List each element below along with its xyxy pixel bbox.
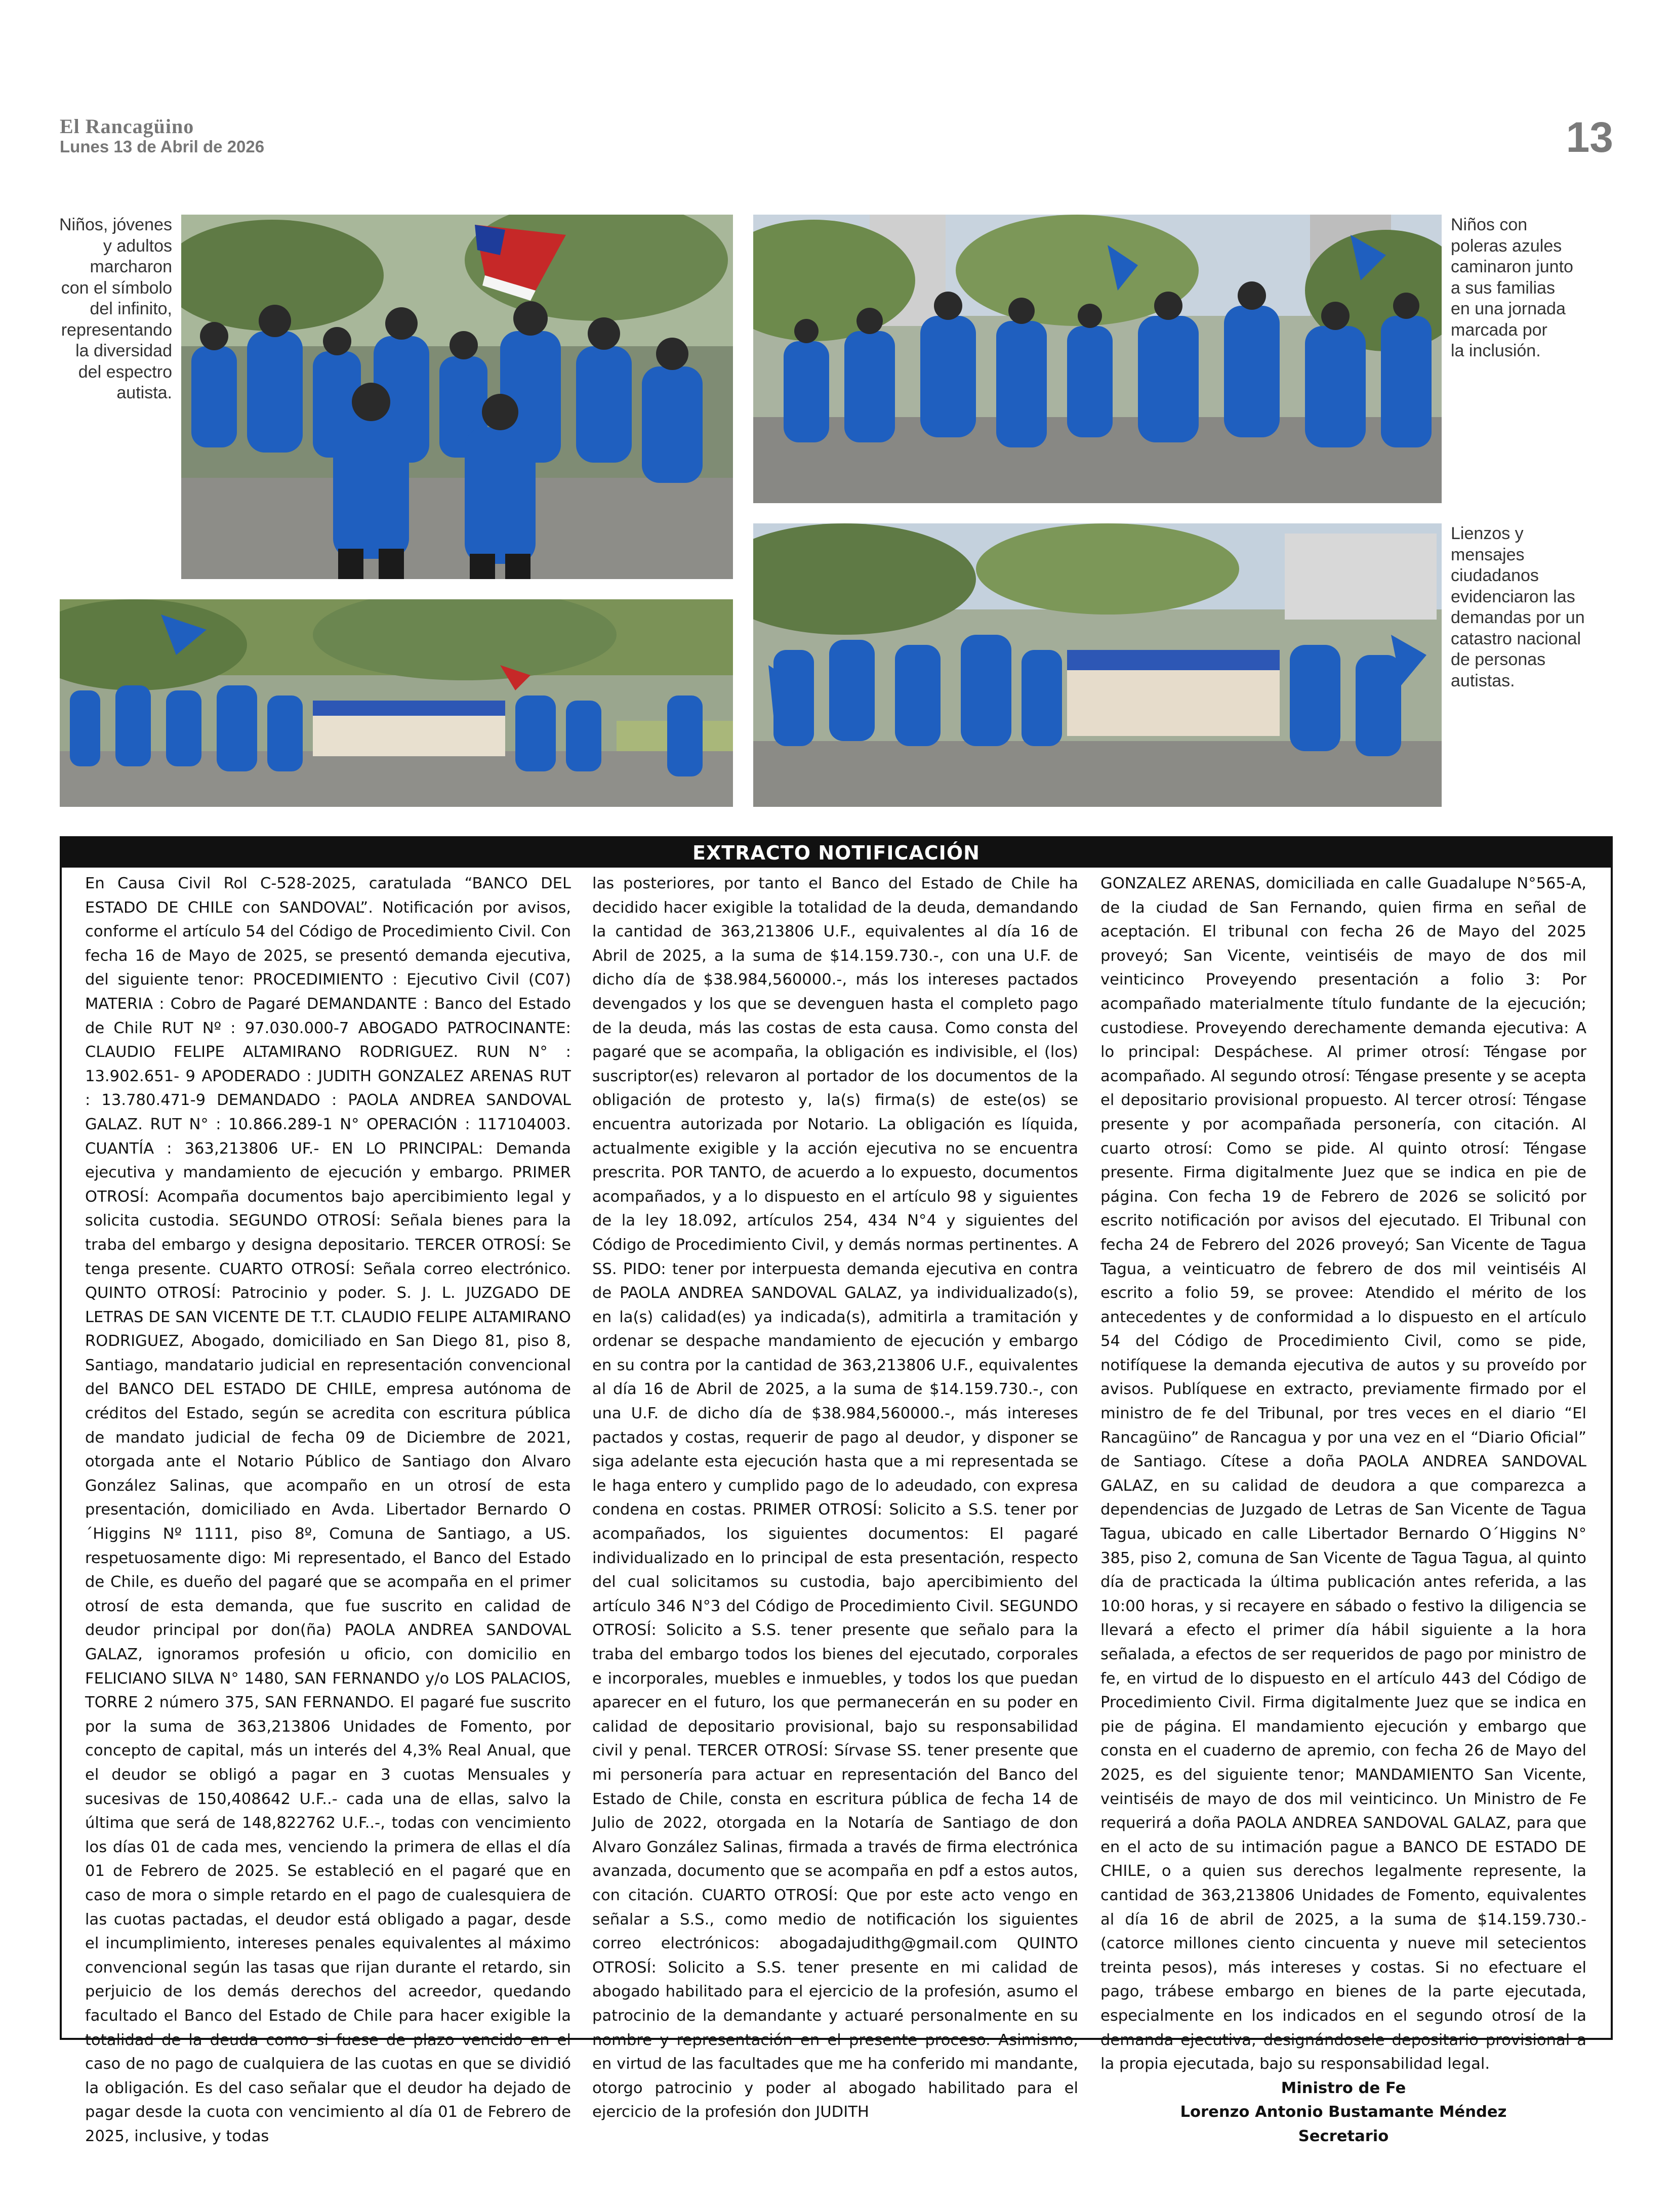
- caption-line: evidenciaron las: [1451, 587, 1575, 606]
- caption-line: demandas por un: [1451, 608, 1585, 627]
- caption-line: Niños, jóvenes: [59, 215, 172, 234]
- caption-line: autista.: [116, 383, 172, 402]
- caption-line: y adultos: [103, 236, 172, 256]
- photo-march-flag: [181, 215, 733, 579]
- legal-notice-box: [60, 836, 1613, 2145]
- caption-line: poleras azules: [1451, 236, 1562, 256]
- photo-march-flag-image: [181, 215, 733, 579]
- photo-banners: [753, 523, 1442, 807]
- caption-line: caminaron junto: [1451, 257, 1573, 276]
- legal-notice-column-2: las posteriores, por tanto el Banco del Estado de Chile ha decidido hacer exigible la totalidad de la deuda, demandando la cantidad de 363,213806 U.F., equivalentes al día 16 de Abril de 2025, a la suma de $14.159.730.-, con una U.F. de dicho día de $38.984,560000.-, más los intereses pactados devengados y los que se devenguen hasta el completo pago de la deuda, más las costas de esta causa. Como consta del pagaré que se acompaña, la obligación es indivisible, el (los) suscriptor(es) relevaron al portador de los documentos de la obligación de protesto y, la(s) firma(s) de este(os) se encuentra autorizada por Notario. La obligación es líquida, actualmente exigible y la acción ejecutiva no se encuentra prescrita. POR TANTO, de acuerdo a lo expuesto, documentos acompañados, y a lo dispuesto en el artículo 98 y siguientes de la ley 18.092, artículos 254, 434 N°4 y siguientes del Código de Procedimiento Civil, y demás normas pertinentes. A SS. PIDO: tener por interpuesta demanda ejecutiva en contra de PAOLA ANDREA SANDOVAL GALAZ, ya individualizado(s), en la(s) calidad(es) ya indicada(s), admitirla a tramitación y ordenar se despache mandamiento de ejecución y embargo en su contra por la cantidad de 363,213806 U.F., equivalentes al día 16 de Abril de 2025, a la suma de $14.159.730.-, con una U.F. de dicho día de $38.984,560000.-, más intereses pactados y costas, requerir de pago al deudor, y disponer se siga adelante esta ejecución hasta que a mi representada se le haga entero y cumplido pago de lo adeudado, con expresa condena en costas. PRIMER OTROSÍ: Solicito a S.S. tener por acompañados, los siguientes documentos: El pagaré individualizado en lo principal de esta presentación, respecto del cual solicitamos su custodia, bajo apercibimiento del artículo 346 N°3 del Código de Procedimiento Civil. SEGUNDO OTROSÍ: Solicito a S.S. tener presente que señalo para la traba del embargo todos los bienes del ejecutado, corporales e incorporales, muebles e inmuebles, y todos los que puedan aparecer en el futuro, los que permanecerán en su poder en calidad de depositario provisional, bajo su responsabilidad civil y penal. TERCER OTROSÍ: Sírvase SS. tener presente que mi personería para actuar en representación del Banco del Estado de Chile, consta en escritura pública de fecha 14 de Julio de 2022, otorgada en la Notaría de Santiago de don Alvaro González Salinas, firmada a través de firma electrónica avanzada, documento que se acompaña en pdf a estos autos, con citación. CUARTO OTROSÍ: Que por este acto vengo en señalar a S.S., como medio de notificación los siguientes correo electrónicos: abogadajudithg@gmail.com QUINTO OTROSÍ: Solicito a S.S. tener presente en mi calidad de abogado habilitado para el ejercicio de la profesión, asumo el patrocinio de la demandante y actuaré personalmente en su nombre y representación en el presente proceso. Asimismo, en virtud de las facultades que me ha conferido mi mandante, otorgo patrocinio y poder al abogado habilitado para el ejercicio de la profesión don JUDITH: [592, 875, 1078, 2121]
- caption-infinity-symbol: [39, 215, 172, 404]
- legal-notice-column-3-text: GONZALEZ ARENAS, domiciliada en calle Guadalupe N°565-A, de la ciudad de San Fernando, quien firma en señal de aceptación. El tribunal con fecha 26 de Mayo del 2025 proveyó; San Vicente, veintiséis de mayo de dos mil veinticinco Proveyendo presentación a folio 3: Por acompañado materialmente título fundante de la ejecución; custodiese. Proveyendo derechamente demanda ejecutiva: A lo principal: Despáchese. Al primer otrosí: Téngase por acompañado. Al segundo otrosí: Téngase presente y se acepta el depositario provisional propuesto. Al tercer otrosí: Téngase presente y por acompañada personería, con citación. Al cuarto otrosí: Como se pide. Al quinto otrosí: Téngase presente. Firma digitalmente Juez que se indica en pie de página. Con fecha 19 de Febrero de 2026 se solicitó por escrito notificación por avisos del ejecutado. El Tribunal con fecha 24 de Febrero del 2026 proveyó; San Vicente de Tagua Tagua, a veinticuatro de febrero de dos mil veintiséis Al escrito a folio 59, se provee: Atendido el mérito de los antecedentes y de conformidad a lo dispuesto en el artículo 54 del Código de Procedimiento Civil, como se pide, notifíquese la demanda ejecutiva de autos y su proveído por avisos. Publíquese en extracto, previamente firmado por el ministro de fe del Tribunal, por tres veces en el diario “El Rancagüino” de Rancagua y por una vez en el “Diario Oficial” de Santiago. Cítese a doña PAOLA ANDREA SANDOVAL GALAZ, en su calidad de deudora a que comparezca a dependencias de Juzgado de Letras de San Vicente de Tagua Tagua, ubicado en calle Libertador Bernardo O´Higgins N° 385, piso 2, comuna de San Vicente de Tagua Tagua, al quinto día de practicada la última publicación antes referida, a las 10:00 horas, y si recayere en sábado o festivo la diligencia se llevará a efecto el primer día hábil siguiente a la hora señalada, a efectos de ser requeridos de pago por ministro de fe, en virtud de lo dispuesto en el artículo 443 del Código de Procedimiento Civil. Firma digitalmente Juez que se indica en pie de página. El mandamiento ejecución y embargo que consta en el cuaderno de apremio, con fecha 26 de Mayo del 2025, es del siguiente tenor; MANDAMIENTO San Vicente, veintiséis de mayo de dos mil veinticinco. Un Ministro de Fe requerirá a doña PAOLA ANDREA SANDOVAL GALAZ, para que en el acto de su intimación pague a BANCO DE ESTADO DE CHILE, o a quien sus derechos legalmente represente, la cantidad de 363,213806 Unidades de Fomento, equivalentes al día 16 de abril de 2025, a la suma de $14.159.730.- (catorce millones ciento cincuenta y nueve mil setecientos treinta pesos), más intereses y costas. Si no efectuare el pago, trábese embargo en bienes de la parte ejecutada, especialmente en los indicados en el segundo otrosí de la demanda ejecutiva, designándosele depositario provisional a la propia ejecutada, bajo su responsabilidad legal.: [1100, 875, 1586, 2073]
- signature-role: Ministro de Fe: [1281, 2079, 1406, 2097]
- caption-line: Niños con: [1451, 215, 1528, 234]
- caption-line: en una jornada: [1451, 299, 1566, 318]
- signature-name: Lorenzo Antonio Bustamante Méndez: [1180, 2103, 1507, 2121]
- caption-line: a sus familias: [1451, 278, 1555, 298]
- legal-notice-title: EXTRACTO NOTIFICACIÓN: [62, 838, 1611, 868]
- caption-line: representando: [61, 320, 172, 340]
- issue-date: Lunes 13 de Abril de 2026: [60, 137, 265, 156]
- caption-line: Lienzos y: [1451, 524, 1524, 543]
- photo-march-column: [60, 599, 733, 807]
- caption-line: la inclusión.: [1451, 341, 1541, 360]
- caption-line: catastro nacional: [1451, 629, 1581, 648]
- caption-blue-shirts: [1451, 215, 1603, 362]
- paper-name: El Rancagüino: [60, 115, 194, 138]
- photo-families-walking: [753, 215, 1442, 503]
- signature-title: Secretario: [1298, 2127, 1389, 2145]
- caption-line: ciudadanos: [1451, 566, 1539, 585]
- caption-line: de personas: [1451, 650, 1546, 669]
- photo-march-column-image: [60, 599, 733, 807]
- caption-line: del espectro: [78, 362, 172, 382]
- caption-line: la diversidad: [75, 341, 172, 360]
- legal-notice-column-3: [1100, 872, 1586, 2148]
- caption-line: marcharon: [90, 257, 172, 276]
- page-number: 13: [1566, 113, 1613, 161]
- caption-line: autistas.: [1451, 671, 1515, 690]
- caption-line: mensajes: [1451, 545, 1525, 564]
- caption-line: con el símbolo: [61, 278, 172, 298]
- caption-line: del infinito,: [90, 299, 172, 318]
- masthead: [60, 115, 264, 156]
- photo-banners-image: [753, 523, 1442, 807]
- caption-line: marcada por: [1451, 320, 1547, 340]
- photo-families-walking-image: [753, 215, 1442, 503]
- legal-notice-column-1: En Causa Civil Rol C-528-2025, caratulada “BANCO DEL ESTADO DE CHILE con SANDOVAL”. Notificación por avisos, conforme el artículo 54 del Código de Procedimiento Civil. Con fecha 16 de Mayo de 2025, se presentó demanda ejecutiva, del siguiente tenor: PROCEDIMIENTO : Ejecutivo Civil (C07) MATERIA : Cobro de Pagaré DEMANDANTE : Banco del Estado de Chile RUT Nº : 97.030.000-7 ABOGADO PATROCINANTE: CLAUDIO FELIPE ALTAMIRANO RODRIGUEZ. RUN N° : 13.902.651- 9 APODERADO : JUDITH GONZALEZ ARENAS RUT : 13.780.471-9 DEMANDADO : PAOLA ANDREA SANDOVAL GALAZ. RUT N° : 10.866.289-1 N° OPERACIÓN : 117104003. CUANTÍA : 363,213806 UF.- EN LO PRINCIPAL: Demanda ejecutiva y mandamiento de ejecución y embargo. PRIMER OTROSÍ: Acompaña documentos bajo apercibimiento legal y solicita custodia. SEGUNDO OTROSÍ: Señala bienes para la traba del embargo y designa depositario. TERCER OTROSÍ: Se tenga presente. CUARTO OTROSÍ: Señala correo electrónico. QUINTO OTROSÍ: Patrocinio y poder. S. J. L. JUZGADO DE LETRAS DE SAN VICENTE DE T.T. CLAUDIO FELIPE ALTAMIRANO RODRIGUEZ, Abogado, domiciliado en San Diego 81, piso 8, Santiago, mandatario judicial en representación convencional del BANCO DEL ESTADO DE CHILE, empresa autónoma de créditos del Estado, según se acredita con escritura pública de mandato judicial de fecha 09 de Diciembre de 2021, otorgada ante el Notario Público de Santiago don Alvaro González Salinas, que acompaño en un otrosí de esta presentación, domiciliado en Avda. Libertador Bernardo O´Higgins Nº 1111, piso 8º, Comuna de Santiago, a US. respetuosamente digo: Mi representado, el Banco del Estado de Chile, es dueño del pagaré que se acompaña en el primer otrosí de esta demanda, que fue suscrito en calidad de deudor principal por don(ña) PAOLA ANDREA SANDOVAL GALAZ, ignoramos profesión u oficio, con domicilio en FELICIANO SILVA N° 1480, SAN FERNANDO y/o LOS PALACIOS, TORRE 2 número 375, SAN FERNANDO. El pagaré fue suscrito por la suma de 363,213806 Unidades de Fomento, por concepto de capital, más un interés del 4,3% Real Anual, que el deudor se obligó a pagar en 3 cuotas Mensuales y sucesivas de 150,408642 U.F..- cada una de ellas, salvo la última que será de 148,822762 U.F..-, todas con vencimiento los días 01 de cada mes, venciendo la primera de ellas el día 01 de Febrero de 2025. Se estableció en el pagaré que en caso de mora o simple retardo en el pago de cualesquiera de las cuotas pactadas, el deudor está obligado a pagar, desde el incumplimiento, intereses penales equivalentes al máximo convencional según las tasas que rijan durante el retardo, sin perjuicio de los demás derechos del acreedor, quedando facultado el Banco del Estado de Chile para hacer exigible la totalidad de la deuda como si fuese de plazo vencido en el caso de no pago de cualquiera de las cuotas en que se dividió la obligación. Es del caso señalar que el deudor ha dejado de pagar desde la cuota con vencimiento al día 01 de Febrero de 2025, inclusive, y todas: [85, 875, 571, 2145]
- caption-banners: [1451, 523, 1618, 691]
